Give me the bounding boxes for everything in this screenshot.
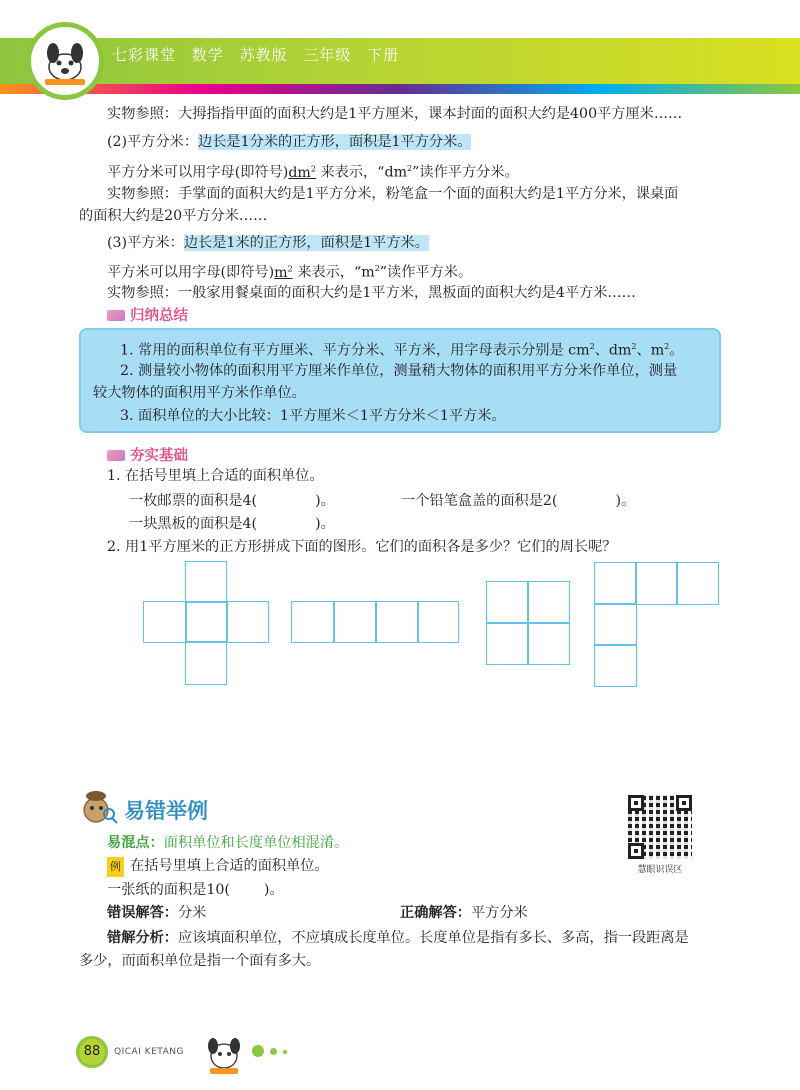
symbol-m2: 平方米可以用字母(即符号)$m^2$ 来表示，“$m^2$”读作平方米。 [107, 264, 473, 281]
grid-square [185, 641, 227, 685]
grid-square [635, 562, 678, 605]
decorative-dot [270, 1048, 277, 1055]
grid-square [143, 601, 187, 643]
footer-mascot-icon [200, 1030, 248, 1076]
question-1a: 一枚邮票的面积是4( )。 [129, 493, 335, 509]
definition-m2: (3)平方米：边长是1米的正方形，面积是1平方米。 [107, 235, 429, 251]
question-1b: 一个铅笔盒盖的面积是2( )。 [401, 493, 636, 509]
correct-answer: 正确解答：平方分米 [400, 905, 528, 921]
section-tab-icon [107, 450, 125, 461]
decorative-dot [252, 1045, 264, 1057]
question-1: 1. 在括号里填上合适的面积单位。 [107, 468, 324, 484]
definition-m2-highlight: 边长是1米的正方形，面积是1平方米。 [183, 235, 429, 251]
grid-square [527, 581, 570, 624]
errors-heading: 易错举例 [124, 799, 208, 823]
mascot-logo-icon [26, 22, 104, 100]
qr-caption: 慧眼识误区 [637, 865, 683, 875]
grid-square [417, 601, 459, 643]
volume-name: 下册 [367, 46, 400, 64]
summary-heading: 归纳总结 [107, 304, 188, 325]
grade-name: 三年级 [303, 46, 352, 64]
grid-square [594, 644, 637, 687]
definition-dm2-highlight: 边长是1分米的正方形，面积是1平方分米。 [198, 134, 472, 150]
confusion-point: 易混点：面积单位和长度单位相混淆。 [107, 835, 349, 851]
basics-heading: 夯实基础 [107, 444, 188, 465]
question-1c: 一块黑板的面积是4( )。 [129, 516, 335, 532]
summary-item-2b: 较大物体的面积用平方米作单位。 [93, 385, 306, 401]
symbol-dm2: 平方分米可以用字母(即符号)$dm^2$ 来表示，“$dm^2$”读作平方分米。 [107, 164, 519, 181]
header-title [112, 44, 409, 65]
page-number: 88 [76, 1036, 108, 1068]
grid-square [291, 601, 335, 643]
grid-square [185, 561, 227, 603]
error-analysis-line2: 多少，而面积单位是指一个面有多大。 [79, 953, 321, 969]
grid-square [594, 603, 637, 646]
reference-dm2-line1: 实物参照：手掌面的面积大约是1平方分米，粉笔盒一个面的面积大约是1平方分米，课桌面 [107, 186, 679, 202]
summary-item-2a: 2. 测量较小物体的面积用平方厘米作单位，测量稍大物体的面积用平方分米作单位，测量 [120, 363, 678, 379]
summary-item-3: 3. 面积单位的大小比较：1平方厘米＜1平方分米＜1平方米。 [120, 408, 506, 424]
grid-square [226, 601, 269, 643]
reference-dm2-line2: 的面积大约是20平方分米…… [79, 208, 268, 224]
question-2: 2. 用1平方厘米的正方形拼成下面的图形。它们的面积各是多少？它们的周长呢？ [107, 539, 617, 555]
detective-mascot-icon [78, 784, 118, 824]
series-name: 七彩课堂 [112, 46, 177, 64]
summary-item-1: 1. 常用的面积单位有平方厘米、平方分米、平方米，用字母表示分别是 $cm^2$、$dm^2$、$m^2$。 [120, 342, 684, 359]
reference-m2: 实物参照：一般家用餐桌面的面积大约是1平方米，黑板面的面积大约是4平方米…… [107, 285, 636, 301]
wrong-answer: 错误解答：分米 [107, 905, 207, 921]
grid-square [486, 622, 529, 665]
footer-brand: QICAI KETANG [114, 1047, 184, 1057]
decorative-dot [283, 1050, 287, 1054]
grid-square [527, 622, 570, 665]
definition-dm2: (2)平方分米：边长是1分米的正方形，面积是1平方分米。 [107, 134, 472, 150]
grid-square [594, 562, 637, 605]
edition-name: 苏教版 [239, 46, 288, 64]
subject-name: 数学 [191, 46, 224, 64]
grid-square [375, 601, 419, 643]
example-prompt: 例 在括号里填上合适的面积单位。 [107, 856, 329, 877]
grid-square [333, 601, 377, 643]
example-badge: 例 [107, 857, 124, 877]
qr-code-icon[interactable] [628, 795, 692, 859]
grid-square [185, 601, 228, 643]
grid-square [676, 562, 719, 605]
section-tab-icon [107, 310, 125, 321]
error-analysis-line1: 错解分析：应该填面积单位，不应填成长度单位。长度单位是指有多长、多高，指一段距离是 [107, 930, 689, 946]
example-question: 一张纸的面积是10( )。 [107, 882, 284, 898]
grid-square [486, 581, 529, 624]
reference-cm: 实物参照：大拇指指甲面的面积大约是1平方厘米，课本封面的面积大约是400平方厘米…… [107, 106, 683, 122]
